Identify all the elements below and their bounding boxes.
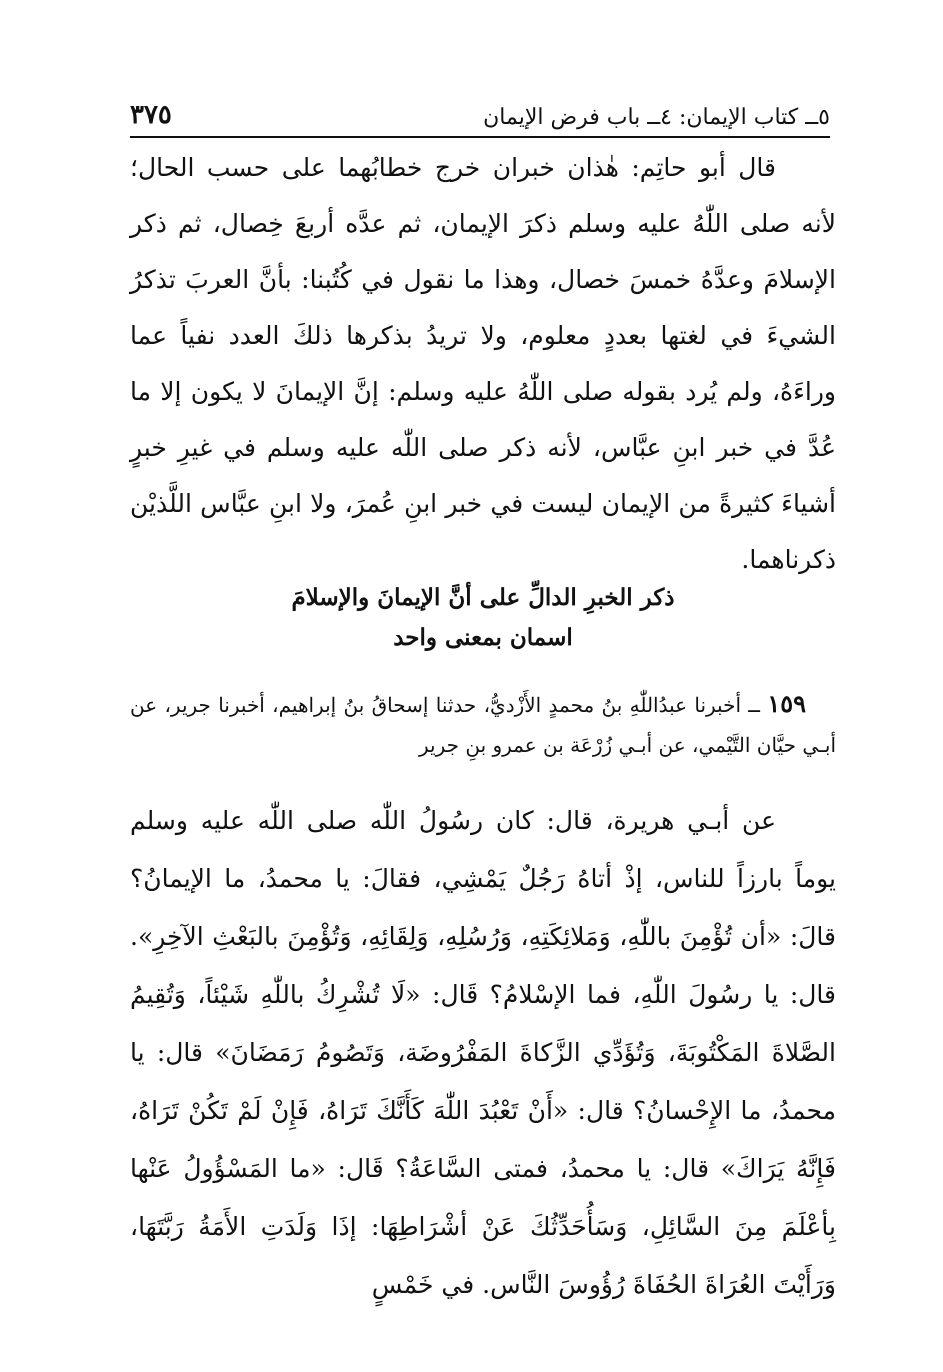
hadith-matn-block xyxy=(130,792,836,1314)
section-heading xyxy=(130,578,836,658)
hadith-matn-paragraph: عن أبـي هريرة، قال: كان رسُولُ اللّٰه صلى اللّٰه عليه وسلم يوماً بارزاً للناس، إذْ أتاهُ رَجُلٌ يَمْشِي، فقالَ: يا محمدُ، ما الإيمانُ؟ قالَ: «أن تُؤْمِنَ باللّٰهِ، وَمَلائِكَتِهِ، وَرُسُلِهِ، وَلِقَائِهِ، وَتُؤْمِنَ بالبَعْثِ الآخِرِ». قال: يا رسُولَ اللّٰهِ، فما الإسْلامُ؟ قَال: «لَا تُشْرِكُ باللّٰهِ شَيْئاً، وَتُقِيمُ الصَّلاةَ المَكْتُوبَةَ، وَتُؤَدِّي الزَّكاةَ المَفْرُوضَة، وَتَصُومُ رَمَضَانَ» قال: يا محمدُ، ما الإِحْسانُ؟ قال: «أَنْ تَعْبُدَ اللّٰهَ كَأَنَّكَ تَرَاهُ، فَإِنْ لَمْ تَكُنْ تَرَاهُ، فَإِنَّهُ يَرَاكَ» قال: يا محمدُ، فمتى السَّاعَةُ؟ قَال: «ما المَسْؤُولُ عَنْها بِأعْلَمَ مِنَ السَّائِلِ، وَسَأُحَدِّثُكَ عَنْ أشْرَاطِهَا: إذَا وَلَدَتِ الأَمَةُ رَبَّتَهَا، وَرَأَيْتَ العُرَاةَ الحُفَاةَ رُؤُوسَ النَّاس. في خَمْسٍ xyxy=(130,806,836,1299)
running-header xyxy=(130,82,830,138)
commentary-paragraph: قال أبو حاتِم: هٰذان خبران خرج خطابُهما على حسب الحال؛ لأنه صلى اللّٰهُ عليه وسلم ذكرَ الإيمان، ثم عدَّه أربعَ خِصال، ثم ذكر الإسلامَ وعدَّهُ خمسَ خصال، وهذا ما نقول في كُتُبنا: بأنَّ العربَ تذكرُ الشيءَ في لغتها بعددٍ معلوم، ولا تريدُ بذكرها ذلكَ العدد نفياً عما وراءَهُ، ولم يُرد بقوله صلى اللّٰهُ عليه وسلم: إنَّ الإيمانَ لا يكون إلا ما عُدَّ في خبر ابنِ عبَّاس، لأنه ذكر صلى اللّٰه عليه وسلم في غيرِ خبرٍ أشياءَ كثيرةً من الإيمان ليست في خبر ابنِ عُمرَ، ولا ابنِ عبَّاس اللَّذيْن ذكرناهما. xyxy=(130,153,836,574)
hadith-isnad-text: ــ أخبرنا عبدُاللّٰهِ بنُ محمدٍ الأَزْديُّ، حدثنا إسحاقُ بنُ إبراهيم، أخبرنا جرير، عن أبـي حيَّان التَّيْمي، عن أبـي زُرْعَة بن عمرو بنِ جرير xyxy=(130,693,836,757)
page-number: ٣٧٥ xyxy=(130,100,172,130)
hadith-isnad-block xyxy=(130,684,836,765)
commentary-block xyxy=(130,140,836,588)
section-heading-line-1: ذكر الخبرِ الدالِّ على أنَّ الإيمانَ والإسلامَ xyxy=(291,584,675,611)
hadith-isnad-paragraph xyxy=(130,684,836,765)
hadith-number: ١٥٩ xyxy=(767,689,807,718)
running-header-title: ٥ــ كتاب الإيمان: ٤ــ باب فرض الإيمان xyxy=(483,105,830,130)
section-heading-line-2: اسمان بمعنى واحد xyxy=(393,624,573,651)
